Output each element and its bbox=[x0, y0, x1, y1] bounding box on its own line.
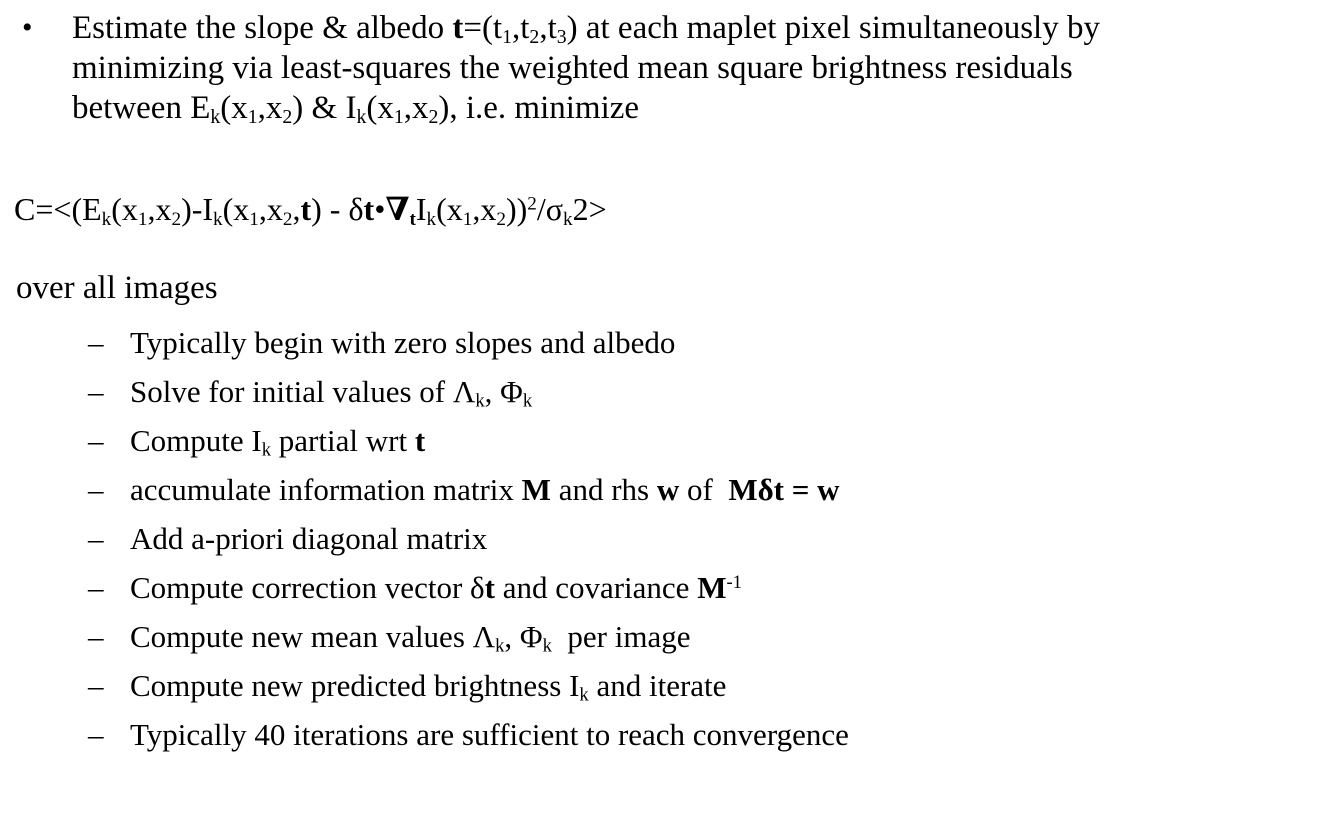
bullet-line-1: Estimate the slope & albedo $t=(t_1,t_2,t_3)$ at each maplet pixel simultaneously by bbox=[72, 10, 1100, 48]
bullet-item bbox=[0, 0, 1325, 128]
dash-marker: – bbox=[88, 472, 104, 507]
dash-marker: – bbox=[88, 619, 104, 654]
sub-bullet-text: Typically 40 iterations are sufficient to reach convergence bbox=[130, 717, 849, 752]
cost-function-equation: $C=<(E_k(x_1,x_2)-I_k(x_1,x_2,t)$ - $\delta t•\nabla_tI_k(x_1,x_2))^2/\sigma_k2>$ bbox=[14, 191, 607, 230]
sub-bullet-text: Compute new mean values $\Lambda_k$, $\Phi_k$ per image bbox=[130, 619, 691, 657]
list-item bbox=[0, 612, 1325, 661]
sub-bullet-text: Compute correction vector δt and covariance $M^{-1}$ bbox=[130, 570, 742, 605]
sub-bullet-text: Typically begin with zero slopes and albedo bbox=[130, 325, 676, 360]
dash-marker: – bbox=[88, 717, 104, 752]
dash-marker: – bbox=[88, 423, 104, 458]
list-item bbox=[0, 318, 1325, 367]
list-item bbox=[0, 710, 1325, 759]
dash-marker: – bbox=[88, 521, 104, 556]
bullet-text bbox=[72, 8, 1100, 128]
dash-marker: – bbox=[88, 570, 104, 605]
dash-marker: – bbox=[88, 668, 104, 703]
bullet-marker: • bbox=[22, 11, 33, 44]
dash-marker: – bbox=[88, 374, 104, 409]
dash-marker: – bbox=[88, 325, 104, 360]
sub-bullet-text: Solve for initial values of $\Lambda_k$, $\Phi_k$ bbox=[130, 374, 533, 412]
list-item bbox=[0, 465, 1325, 514]
list-item bbox=[0, 416, 1325, 465]
list-item bbox=[0, 661, 1325, 710]
bullet-line-3: between $E_k(x_1,x_2)$ & $I_k(x_1,x_2)$, i.e. minimize bbox=[72, 90, 640, 128]
sub-bullet-text: Compute new predicted brightness $I_k$ and iterate bbox=[130, 668, 727, 706]
list-item bbox=[0, 563, 1325, 612]
list-item bbox=[0, 514, 1325, 563]
sub-bullet-text: Compute $I_k$ partial wrt t bbox=[130, 423, 426, 461]
sub-bullet-text: Add a-priori diagonal matrix bbox=[130, 521, 488, 556]
sub-bullet-list bbox=[0, 318, 1325, 759]
bullet-line-2: minimizing via least-squares the weighted mean square brightness residuals bbox=[72, 50, 1073, 86]
over-all-images-text: over all images bbox=[16, 270, 218, 306]
sub-bullet-text: accumulate information matrix M and rhs w of Mδt = w bbox=[130, 472, 840, 507]
list-item bbox=[0, 367, 1325, 416]
